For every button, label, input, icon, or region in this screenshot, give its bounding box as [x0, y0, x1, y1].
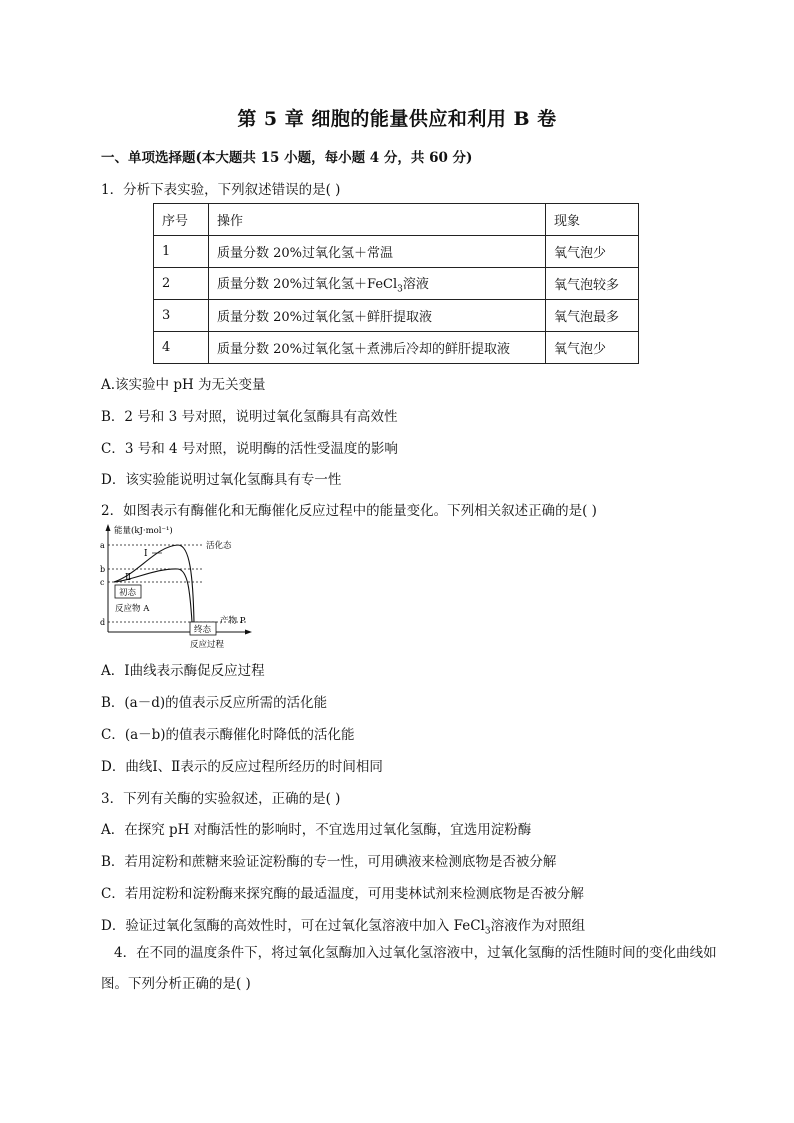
table-row	[154, 236, 639, 268]
q3-option-a: A．在探究 pH 对酶活性的影响时，不宜选用过氧化氢酶，宜选用淀粉酶	[101, 822, 532, 838]
table-cell: 氧气泡较多	[546, 268, 639, 300]
q3-option-c: C．若用淀粉和淀粉酶来探究酶的最适温度，可用斐林试剂来检测底物是否被分解	[101, 886, 584, 902]
final-state-label: 终态	[194, 625, 212, 635]
x-axis-arrow	[245, 630, 252, 635]
table-cell: 3	[154, 300, 209, 332]
y-axis-label: 能量(kJ·mol⁻¹)	[114, 526, 173, 536]
subscript: 3	[484, 926, 491, 937]
table-cell: 质量分数 20%过氧化氢＋鲜肝提取液	[209, 300, 546, 332]
table-row	[154, 268, 639, 300]
activated-state-label: 活化态	[206, 541, 232, 551]
level-c-label: c	[100, 578, 105, 587]
table-cell: 氧气泡少	[546, 332, 639, 364]
q3-stem: 3．下列有关酶的实验叙述，正确的是( )	[101, 791, 341, 807]
table-cell	[209, 268, 546, 300]
table-cell: 2	[154, 268, 209, 300]
q3-option-b: B．若用淀粉和蔗糖来验证淀粉酶的专一性，可用碘液来检测底物是否被分解	[101, 854, 557, 870]
table-row	[154, 332, 639, 364]
table-cell: 质量分数 20%过氧化氢＋常温	[209, 236, 546, 268]
table-cell: 质量分数 20%过氧化氢＋煮沸后冷却的鲜肝提取液	[209, 332, 546, 364]
table-row	[154, 300, 639, 332]
q2-option-d: D．曲线Ⅰ、Ⅱ表示的反应过程所经历的时间相同	[101, 759, 383, 775]
q2-stem: 2．如图表示有酶催化和无酶催化反应过程中的能量变化。下列相关叙述正确的是( )	[101, 503, 597, 519]
table-header-row	[154, 204, 639, 236]
cell-text: 溶液	[402, 276, 429, 292]
header-cell: 序号	[154, 204, 209, 236]
q2-option-c: C．(a－b)的值表示酶催化时降低的活化能	[101, 727, 355, 743]
x-axis-label: 反应过程	[190, 640, 225, 650]
subscript: 3	[397, 284, 403, 295]
table-cell: 氧气泡最多	[546, 300, 639, 332]
header-cell: 操作	[209, 204, 546, 236]
table-cell: 氧气泡少	[546, 236, 639, 268]
level-a-label: a	[100, 541, 105, 550]
curve-2-label: Ⅱ	[125, 573, 132, 583]
energy-diagram	[98, 522, 268, 654]
curve-1-label: Ⅰ	[144, 549, 148, 559]
reactant-label: 反应物 A	[115, 604, 150, 614]
y-axis-arrow	[106, 524, 111, 531]
experiment-table	[153, 203, 639, 364]
table-cell: 4	[154, 332, 209, 364]
q1-option-d: D．该实验能说明过氧化氢酶具有专一性	[101, 472, 342, 488]
q1-option-c: C．3 号和 4 号对照，说明酶的活性受温度的影响	[101, 441, 398, 457]
page-title: 第 5 章 细胞的能量供应和利用 B 卷	[237, 108, 557, 130]
q1-option-a: A.该实验中 pH 为无关变量	[101, 377, 266, 393]
cell-text: 质量分数 20%过氧化氢＋FeCl	[217, 276, 398, 292]
level-d-label: d	[100, 618, 106, 627]
option-text: D．验证过氧化氢酶的高效性时，可在过氧化氢溶液中加入 FeCl	[101, 918, 485, 934]
q4-stem: 4．在不同的温度条件下，将过氧化氢酶加入过氧化氢溶液中，过氧化氢酶的活性随时间的变化曲线如图。下列分析正确的是( )	[101, 945, 717, 992]
product-label: 产物 P	[220, 616, 246, 626]
initial-state-label: 初态	[119, 588, 137, 598]
header-cell: 现象	[546, 204, 639, 236]
q3-option-d	[101, 914, 585, 937]
level-b-label: b	[100, 565, 106, 574]
q2-option-b: B．(a－d)的值表示反应所需的活化能	[101, 695, 328, 711]
table-cell: 1	[154, 236, 209, 268]
section-heading: 一、单项选择题(本大题共 15 小题，每小题 4 分，共 60 分)	[101, 150, 473, 166]
option-text: 溶液作为对照组	[490, 918, 586, 934]
q1-option-b: B．2 号和 3 号对照，说明过氧化氢酶具有高效性	[101, 409, 398, 425]
q1-stem: 1．分析下表实验，下列叙述错误的是( )	[101, 182, 341, 198]
q2-option-a: A．Ⅰ曲线表示酶促反应过程	[101, 663, 265, 679]
